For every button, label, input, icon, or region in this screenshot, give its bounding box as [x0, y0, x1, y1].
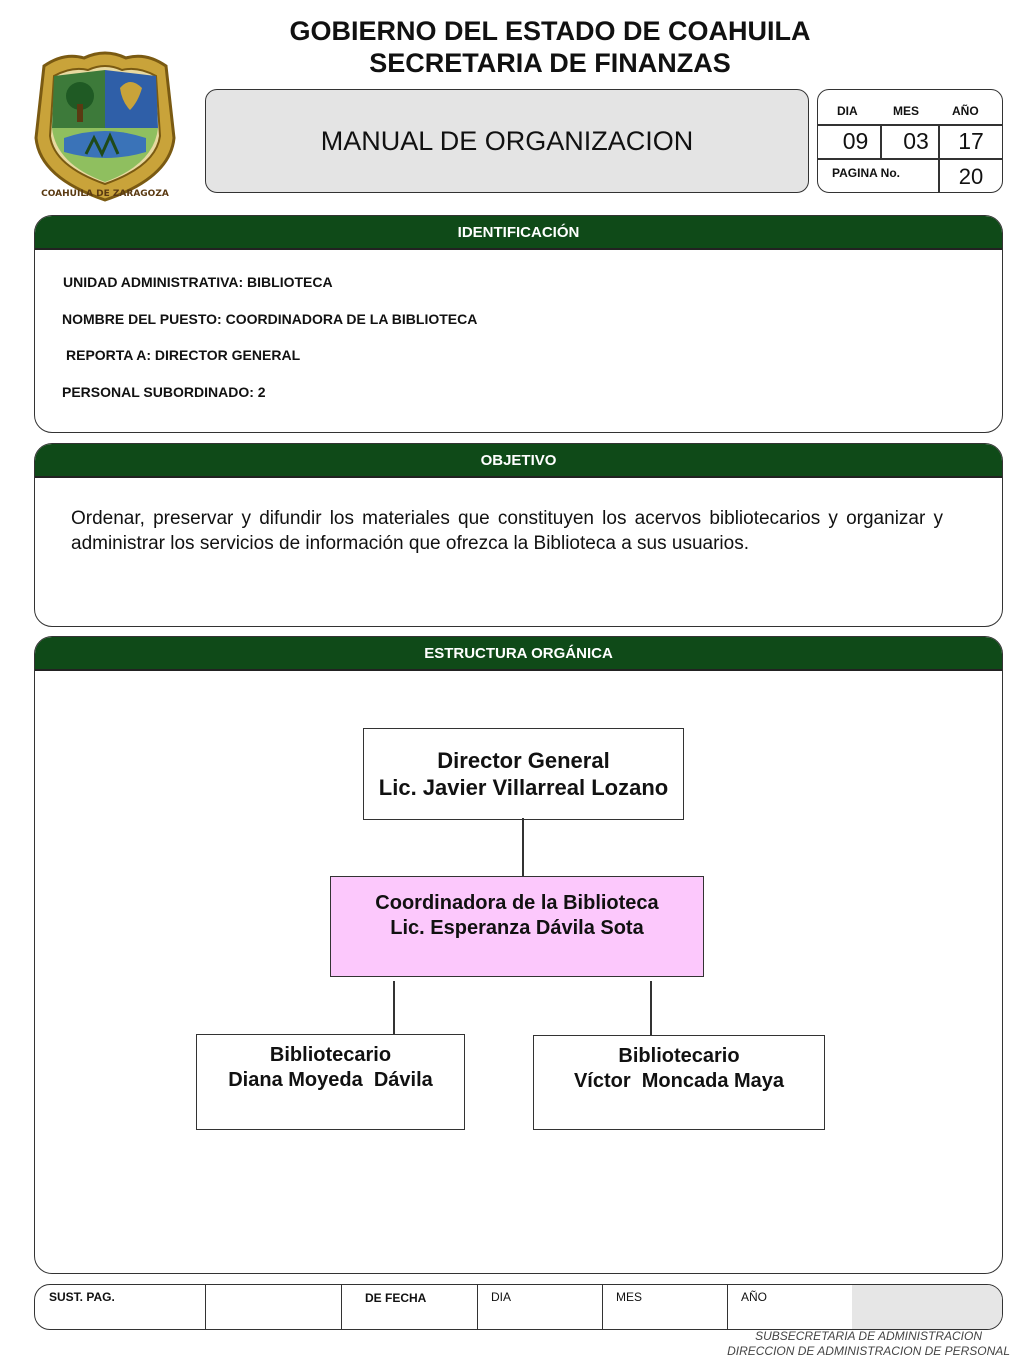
reporta-a: REPORTA A: DIRECTOR GENERAL: [66, 347, 301, 363]
footer-credit-subsecretaria: SUBSECRETARIA DE ADMINISTRACION: [755, 1329, 982, 1343]
footer-substitution-bar: [34, 1284, 1003, 1330]
estructura-heading: ESTRUCTURA ORGÁNICA: [35, 637, 1002, 671]
objetivo-heading: OBJETIVO: [35, 444, 1002, 478]
manual-title: MANUAL DE ORGANIZACION: [320, 125, 694, 156]
bibliotecario-1-title: Bibliotecario: [269, 1044, 392, 1066]
ano-label: AÑO: [952, 104, 979, 118]
director-title: Director General: [437, 748, 610, 773]
footer-sust-pag-cell: [35, 1285, 206, 1329]
manual-title-box: [205, 89, 809, 193]
secretariat-name: SECRETARIA DE FINANZAS: [369, 48, 731, 78]
footer-mes-cell: [602, 1285, 728, 1329]
org-box-bibliotecario-2: [533, 1035, 825, 1130]
bibliotecario-2-name: Víctor Moncada Maya: [573, 1070, 785, 1092]
footer-ano-cell: [727, 1285, 853, 1329]
footer-blank-cell: [852, 1285, 1002, 1329]
footer-de-fecha-cell: [341, 1285, 478, 1329]
coahuila-coat-of-arms-logo: [24, 48, 186, 204]
identificacion-heading: IDENTIFICACIÓN: [35, 216, 1002, 250]
org-box-director-general: [363, 728, 684, 820]
footer-sust-pag-value-cell: [205, 1285, 342, 1329]
svg-text:COAHUILA DE ZARAGOZA: COAHUILA DE ZARAGOZA: [41, 189, 169, 199]
ano-value: 17: [958, 128, 984, 154]
org-box-coordinadora: [330, 876, 704, 977]
dia-value: 09: [842, 128, 869, 154]
date-divider-1: [880, 124, 882, 158]
pagina-value: 20: [958, 164, 984, 189]
footer-mes-label: MES: [616, 1290, 643, 1304]
date-page-box: [817, 89, 1003, 193]
footer-sust-pag-label: SUST. PAG.: [49, 1290, 115, 1304]
unidad-administrativa: UNIDAD ADMINISTRATIVA: BIBLIOTECA: [63, 274, 333, 290]
footer-dia-label: DIA: [491, 1290, 512, 1304]
org-connector-coordinadora-bibliotecario-2: [650, 981, 652, 1035]
org-connector-coordinadora-bibliotecario-1: [393, 981, 395, 1034]
mes-value: 03: [903, 128, 929, 154]
identificacion-panel: [34, 215, 1003, 433]
coordinadora-title: Coordinadora de la Biblioteca: [375, 892, 659, 914]
director-name: Lic. Javier Villarreal Lozano: [378, 775, 669, 800]
org-box-bibliotecario-1: [196, 1034, 465, 1130]
footer-dia-cell: [477, 1285, 603, 1329]
bibliotecario-1-name: Diana Moyeda Dávila: [228, 1069, 433, 1091]
government-name: GOBIERNO DEL ESTADO DE COAHUILA: [289, 16, 811, 46]
mes-label: MES: [893, 104, 920, 118]
objetivo-panel: [34, 443, 1003, 627]
footer-credit-direccion: DIRECCION DE ADMINISTRACION DE PERSONAL: [727, 1344, 1010, 1358]
nombre-del-puesto: NOMBRE DEL PUESTO: COORDINADORA DE LA BIBLIOTECA: [62, 311, 478, 327]
personal-subordinado: PERSONAL SUBORDINADO: 2: [62, 384, 266, 400]
objetivo-text: Ordenar, preservar y difundir los materiales que constituyen los acervos bibliotecarios y organizar y administrar los servicios de información que ofrezca la Biblioteca a sus usuarios.: [71, 508, 943, 554]
date-divider-bottom: [818, 158, 1002, 160]
org-connector-director-coordinadora: [522, 818, 524, 876]
footer-ano-label: AÑO: [741, 1290, 768, 1304]
dia-label: DIA: [837, 104, 858, 118]
footer-de-fecha-label: DE FECHA: [365, 1291, 427, 1305]
coordinadora-name: Lic. Esperanza Dávila Sota: [390, 917, 644, 939]
pagina-label: PAGINA No.: [832, 166, 900, 180]
bibliotecario-2-title: Bibliotecario: [618, 1045, 740, 1067]
date-divider-top: [818, 124, 1002, 126]
